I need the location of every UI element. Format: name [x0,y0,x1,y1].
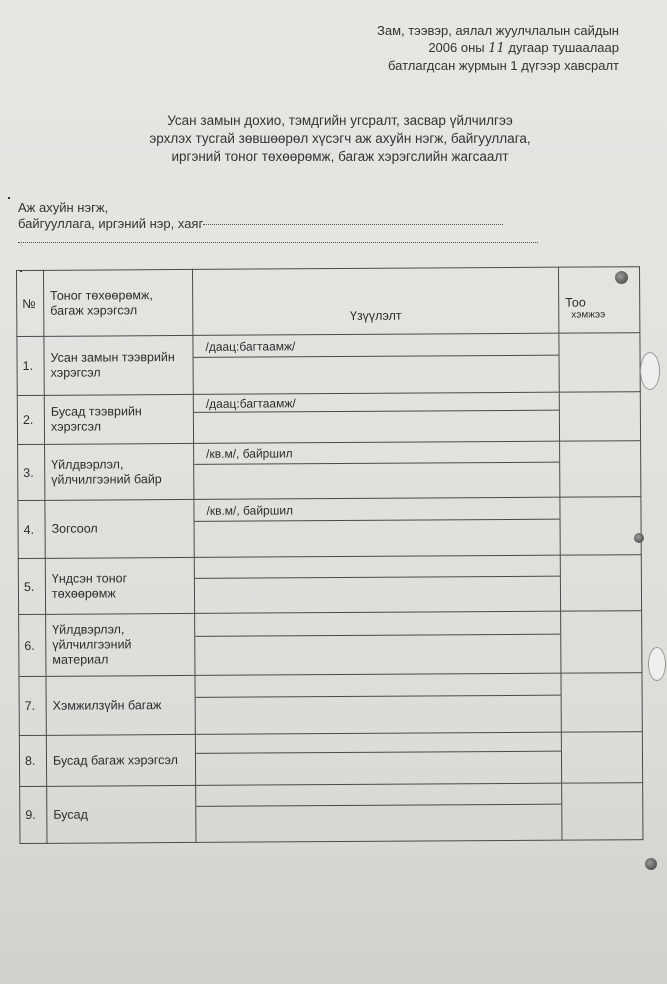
row-indicator-cell [196,783,562,842]
row-qty-cell [561,611,642,673]
punch-hole [648,647,666,681]
header-line-1: Зам, тээвэр, аялал жуулчлалын сайдын [376,23,619,38]
row-number: 8. [19,735,46,786]
row-item-name: Зогсоол [45,499,194,558]
col-header-indicator: Үзүүлэлт [192,267,558,335]
row-number: 7. [19,676,46,735]
org-fill-line-2 [18,232,538,243]
indicator-line [196,733,561,754]
row-qty-cell [561,732,642,783]
row-item-name: Үндсэн тоног төхөөрөмж [45,557,194,614]
pin-icon [634,533,644,543]
indicator-line: /даац:багтаамж/ [194,393,559,413]
row-qty-cell [559,333,640,392]
indicator-line: /кв.м/, байршил [194,442,559,465]
row-indicator-cell [193,333,559,394]
row-qty-cell [562,783,643,840]
row-number: 2. [17,395,44,444]
row-qty-cell [560,441,641,497]
indicator-line [195,635,560,675]
indicator-line: /даац:багтаамж/ [193,334,558,358]
row-qty-cell [560,497,641,555]
row-qty-cell [559,392,640,441]
row-indicator-cell [195,611,561,675]
row-item-name: Бусад [47,785,196,843]
pin-icon [615,271,628,284]
row-item-name: Хэмжилзүйн багаж [46,675,195,735]
col-header-no: № [17,270,44,336]
table-row [18,497,641,559]
speck [8,197,10,199]
row-indicator-cell [195,673,561,734]
indicator-line [194,411,559,443]
row-item-name: Бусад багаж хэрэгсэл [46,734,195,786]
row-qty-cell [560,555,641,611]
row-number: 5. [18,558,45,614]
table-row [18,441,641,501]
row-qty-cell [561,673,642,732]
row-number: 1. [17,336,44,395]
document-title: Усан замын дохио, тэмдгийн угсралт, засвар үйлчилгээ эрхлэх тусгай зөвшөөрөл хүсэгч аж ахуйн нэгж, байгууллага, иргэний тоног төхөөрөмж, багаж хэрэгслийн жагсаалт [149,113,531,164]
table-row [19,673,642,736]
indicator-line [196,805,561,842]
indicator-line [195,612,560,637]
indicator-line [196,752,561,785]
pin-icon [645,858,657,870]
row-item-name: Усан замын тээврийн хэрэгсэл [44,335,193,395]
indicator-line [194,356,559,394]
header-line-2: 2006 оны 11 дугаар тушаалаар [428,40,619,56]
row-indicator-cell [194,555,560,613]
indicator-line [195,674,560,698]
indicator-line [195,520,560,557]
indicator-line [196,696,561,734]
punch-hole [640,352,660,390]
indicator-line [195,577,560,613]
indicator-line [194,463,559,499]
table-row [18,555,641,615]
header-line-3: батлагдсан журмын 1 дүгээр хавсралт [388,58,619,73]
table-row [17,392,640,445]
table-header-row [17,267,640,337]
table-row [19,611,642,677]
org-label-2: байгууллага, иргэний нэр, хаяг [18,216,204,231]
handwritten-number: 11 [488,41,505,56]
row-indicator-cell [194,497,560,557]
table-row [19,732,642,787]
organization-field [18,200,548,243]
row-item-name: Үйлдвэрлэл, үйлчилгээний материал [46,613,195,676]
equipment-table [16,266,643,844]
row-number: 3. [18,444,45,500]
indicator-line [196,784,561,807]
row-item-name: Бусад тээврийн хэрэгсэл [44,394,193,444]
col-header-name: Тоног төхөөрөмж, багаж хэрэгсэл [44,269,193,336]
row-indicator-cell [194,441,560,499]
org-label-1: Аж ахуйн нэгж, [18,200,109,215]
row-number: 9. [20,786,47,843]
table-row [20,783,643,844]
org-fill-line [203,224,503,225]
indicator-line [195,556,560,579]
row-item-name: Үйлдвэрлэл, үйлчилгээний байр [45,443,194,500]
row-number: 4. [18,500,45,558]
row-indicator-cell [195,732,561,785]
col-header-qty: Тоо хэмжээ [558,267,639,333]
approval-header [377,22,619,74]
table-row [17,333,640,396]
org-label-line [18,216,548,232]
row-indicator-cell [193,392,559,443]
indicator-line: /кв.м/, байршил [194,498,559,522]
row-number: 6. [19,614,46,676]
